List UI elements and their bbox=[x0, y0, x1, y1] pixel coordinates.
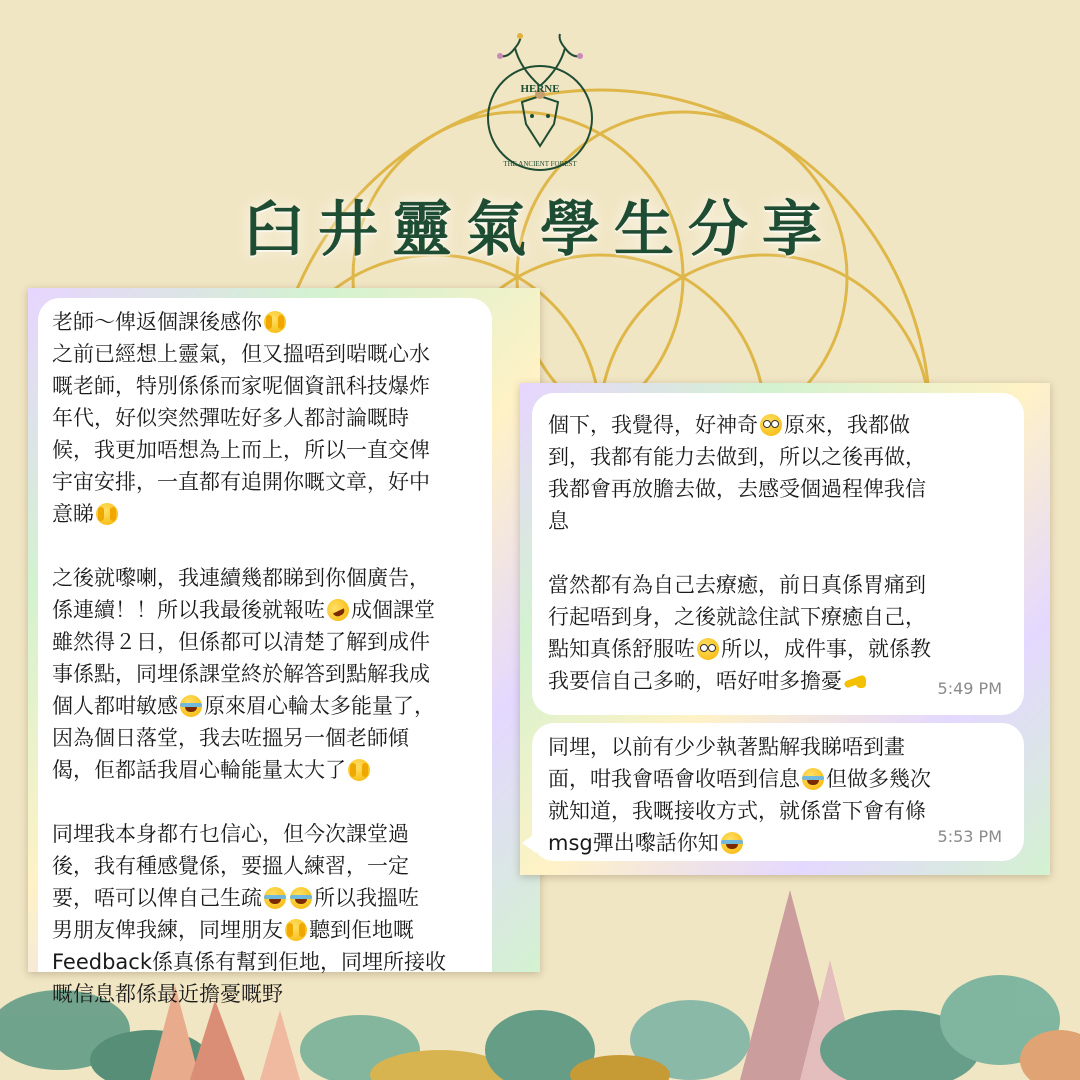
message-line: 要，唔可以俾自己生疏 bbox=[52, 886, 262, 910]
message-line: 偈，佢都話我眉心輪能量太大了 bbox=[52, 758, 346, 782]
message-line: 成個課堂 bbox=[351, 598, 435, 622]
message-timestamp: 5:49 PM bbox=[937, 679, 1002, 698]
message-line: 意睇 bbox=[52, 502, 94, 526]
face-hiding-icon bbox=[96, 503, 118, 525]
message-line: 原來眉心輪太多能量了， bbox=[204, 694, 435, 718]
message-line: 面，咁我會唔會收唔到信息 bbox=[548, 767, 800, 791]
page-title: 臼井靈氣學生分享 bbox=[244, 195, 836, 265]
chat-bubble-right-2 bbox=[532, 723, 1024, 861]
message-line: 我都會再放膽去做，去感受個過程俾我信 bbox=[548, 477, 926, 501]
pointing-hand-icon bbox=[844, 670, 866, 692]
message-line: 點知真係舒服咗 bbox=[548, 637, 695, 661]
logo-tagline: THE ANCIENT FOREST bbox=[503, 160, 577, 168]
deer-head-icon bbox=[522, 96, 558, 146]
face-hiding-icon bbox=[285, 919, 307, 941]
message-timestamp: 5:53 PM bbox=[937, 827, 1002, 846]
face-hiding-icon bbox=[348, 759, 370, 781]
message-line: 所以我搵咗 bbox=[314, 886, 419, 910]
message-line: msg彈出嚟話你知 bbox=[548, 831, 719, 855]
message-line: Feedback係真係有幫到佢地，同埋所接收 bbox=[52, 950, 447, 974]
chat-bubble-left bbox=[38, 298, 492, 1006]
chat-screenshot-right bbox=[520, 383, 1050, 875]
message-line: 之後就嚟喇，我連續幾都睇到你個廣告， bbox=[52, 566, 430, 590]
message-line: 同埋，以前有少少執著點解我睇唔到畫 bbox=[548, 735, 905, 759]
message-line: 嘅信息都係最近擔憂嘅野 bbox=[52, 982, 283, 1006]
rofl-icon bbox=[323, 595, 352, 624]
chat-bubble-right-1 bbox=[532, 393, 1024, 715]
message-line: 我要信自己多啲，唔好咁多擔憂 bbox=[548, 669, 842, 693]
message-line: 但做多幾次 bbox=[826, 767, 931, 791]
flushed-face-icon bbox=[760, 414, 782, 436]
joy-icon bbox=[180, 695, 202, 717]
flushed-face-icon bbox=[697, 638, 719, 660]
face-hiding-icon bbox=[264, 311, 286, 333]
message-line: 老師～俾返個課後感你 bbox=[52, 310, 262, 334]
message-line: 行起唔到身，之後就諗住試下療癒自己， bbox=[548, 605, 926, 629]
message-line: 嘅老師，特別係係而家呢個資訊科技爆炸 bbox=[52, 374, 430, 398]
message-line: 年代，好似突然彈咗好多人都討論嘅時 bbox=[52, 406, 409, 430]
joy-icon bbox=[290, 887, 312, 909]
message-line: 係連續！！所以我最後就報咗 bbox=[52, 598, 325, 622]
message-line: 同埋我本身都冇乜信心，但今次課堂過 bbox=[52, 822, 409, 846]
logo-brand: HERNE bbox=[520, 83, 560, 95]
message-line: 因為個日落堂，我去咗搵另一個老師傾 bbox=[52, 726, 409, 750]
message-line: 雖然得２日，但係都可以清楚了解到成件 bbox=[52, 630, 430, 654]
message-line: 之前已經想上靈氣，但又搵唔到啱嘅心水 bbox=[52, 342, 430, 366]
message-line: 個人都咁敏感 bbox=[52, 694, 178, 718]
message-line: 候，我更加唔想為上而上，所以一直交俾 bbox=[52, 438, 430, 462]
message-line: 聽到佢地嘅 bbox=[309, 918, 414, 942]
message-line: 男朋友俾我練，同埋朋友 bbox=[52, 918, 283, 942]
message-line: 個下，我覺得，好神奇 bbox=[548, 413, 758, 437]
message-line: 原來，我都做 bbox=[784, 413, 910, 437]
message-line: 後，我有種感覺係，要搵人練習，一定 bbox=[52, 854, 409, 878]
herne-logo bbox=[460, 28, 620, 188]
message-line: 事係點，同埋係課堂終於解答到點解我成 bbox=[52, 662, 430, 686]
joy-icon bbox=[721, 832, 743, 854]
message-line: 所以，成件事，就係教 bbox=[721, 637, 931, 661]
joy-icon bbox=[802, 768, 824, 790]
message-line: 宇宙安排，一直都有追開你嘅文章，好中 bbox=[52, 470, 430, 494]
joy-icon bbox=[264, 887, 286, 909]
message-line: 息 bbox=[548, 509, 569, 533]
message-line: 到，我都有能力去做到，所以之後再做， bbox=[548, 445, 926, 469]
message-line: 就知道，我嘅接收方式，就係當下會有條 bbox=[548, 799, 926, 823]
chat-screenshot-left bbox=[28, 288, 540, 1006]
message-line: 當然都有為自己去療癒，前日真係胃痛到 bbox=[548, 573, 926, 597]
